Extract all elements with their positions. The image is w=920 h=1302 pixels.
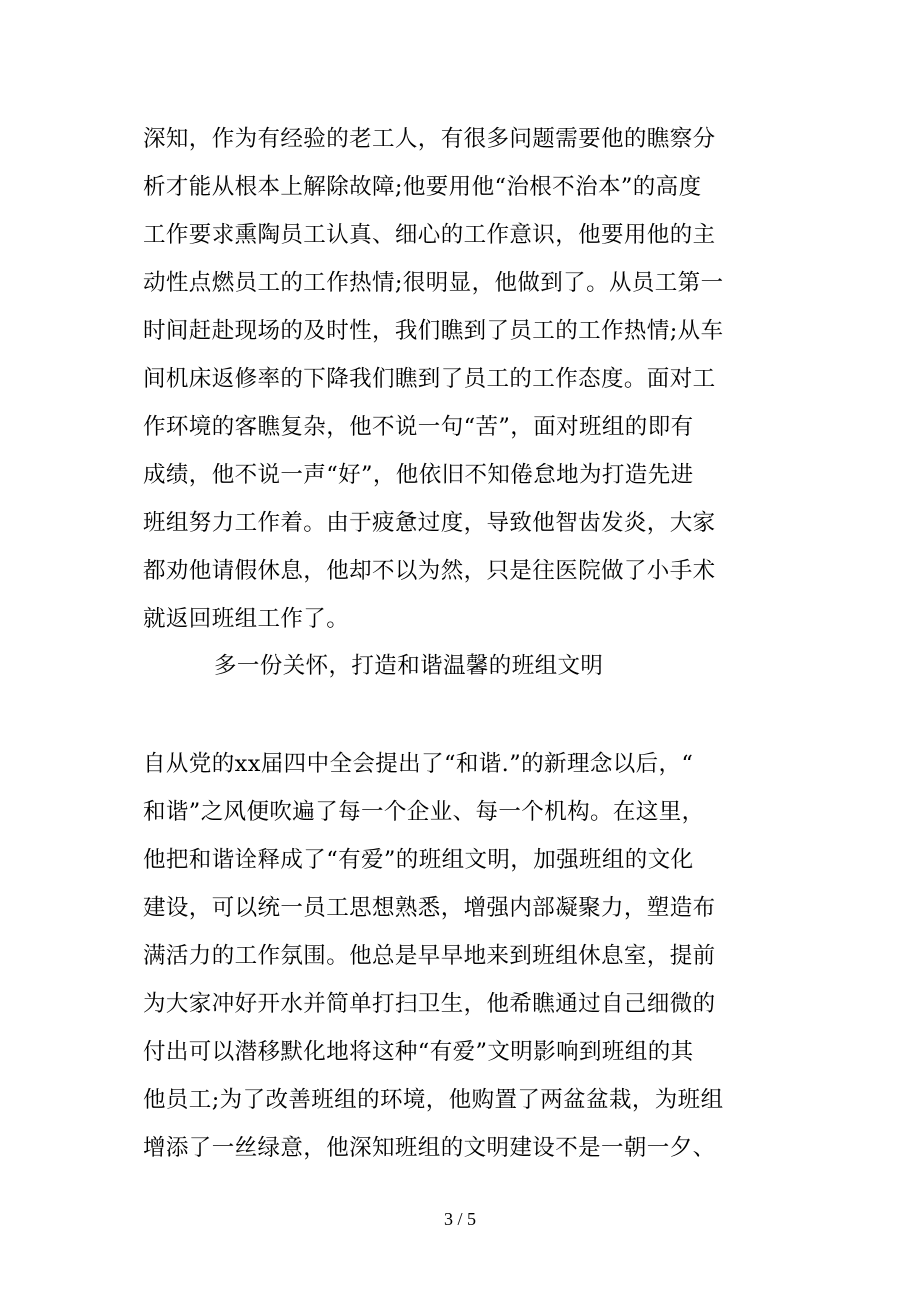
paragraph-line: 为大家冲好开水并简单打扫卫生，他希瞧通过自己细微的 xyxy=(143,991,716,1017)
paragraph-line: 自从党的xx届四中全会提出了“和谐.”的新理念以后，“ xyxy=(143,751,694,777)
paragraph-line: 他把和谐诠释成了“有爱”的班组文明，加强班组的文化 xyxy=(143,847,694,873)
paragraph-line: 增添了一丝绿意，他深知班组的文明建设不是一朝一夕、 xyxy=(143,1135,716,1161)
paragraph-line: 时间赶赴现场的及时性，我们瞧到了员工的工作热情;从车 xyxy=(143,318,724,344)
paragraph-line: 工作要求熏陶员工认真、细心的工作意识，他要用他的主 xyxy=(143,222,716,248)
paragraph-line: 间机床返修率的下降我们瞧到了员工的工作态度。面对工 xyxy=(143,366,716,392)
paragraph-line: 满活力的工作氛围。他总是早早地来到班组休息室，提前 xyxy=(143,943,716,969)
paragraph-line: 就返回班组工作了。 xyxy=(143,606,350,632)
paragraph-line: 建设，可以统一员工思想熟悉，增强内部凝聚力，塑造布 xyxy=(143,895,716,921)
paragraph-line: 付出可以潜移默化地将这种“有爱”文明影响到班组的其 xyxy=(143,1039,694,1065)
paragraph-line: 都劝他请假休息，他却不以为然，只是往医院做了小手术 xyxy=(143,558,716,584)
section-heading: 多一份关怀，打造和谐温馨的班组文明 xyxy=(214,653,604,679)
paragraph-line: 和谐”之风便吹遍了每一个企业、每一个机构。在这里， xyxy=(143,799,705,825)
paragraph-line: 深知，作为有经验的老工人，有很多问题需要他的瞧察分 xyxy=(143,126,716,152)
paragraph-line: 动性点燃员工的工作热情;很明显，他做到了。从员工第一 xyxy=(143,270,724,296)
page-number: 3 / 5 xyxy=(443,1209,476,1229)
paragraph-line: 他员工;为了改善班组的环境，他购置了两盆盆栽，为班组 xyxy=(143,1087,724,1113)
paragraph-line: 班组努力工作着。由于疲惫过度，导致他智齿发炎，大家 xyxy=(143,510,716,536)
paragraph-line: 作环境的客瞧复杂，他不说一句“苦”，面对班组的即有 xyxy=(143,414,694,440)
paragraph-line: 成绩，他不说一声“好”，他依旧不知倦怠地为打造先进 xyxy=(143,462,694,488)
paragraph-line: 析才能从根本上解除故障;他要用他“治根不治本”的高度 xyxy=(143,174,702,200)
